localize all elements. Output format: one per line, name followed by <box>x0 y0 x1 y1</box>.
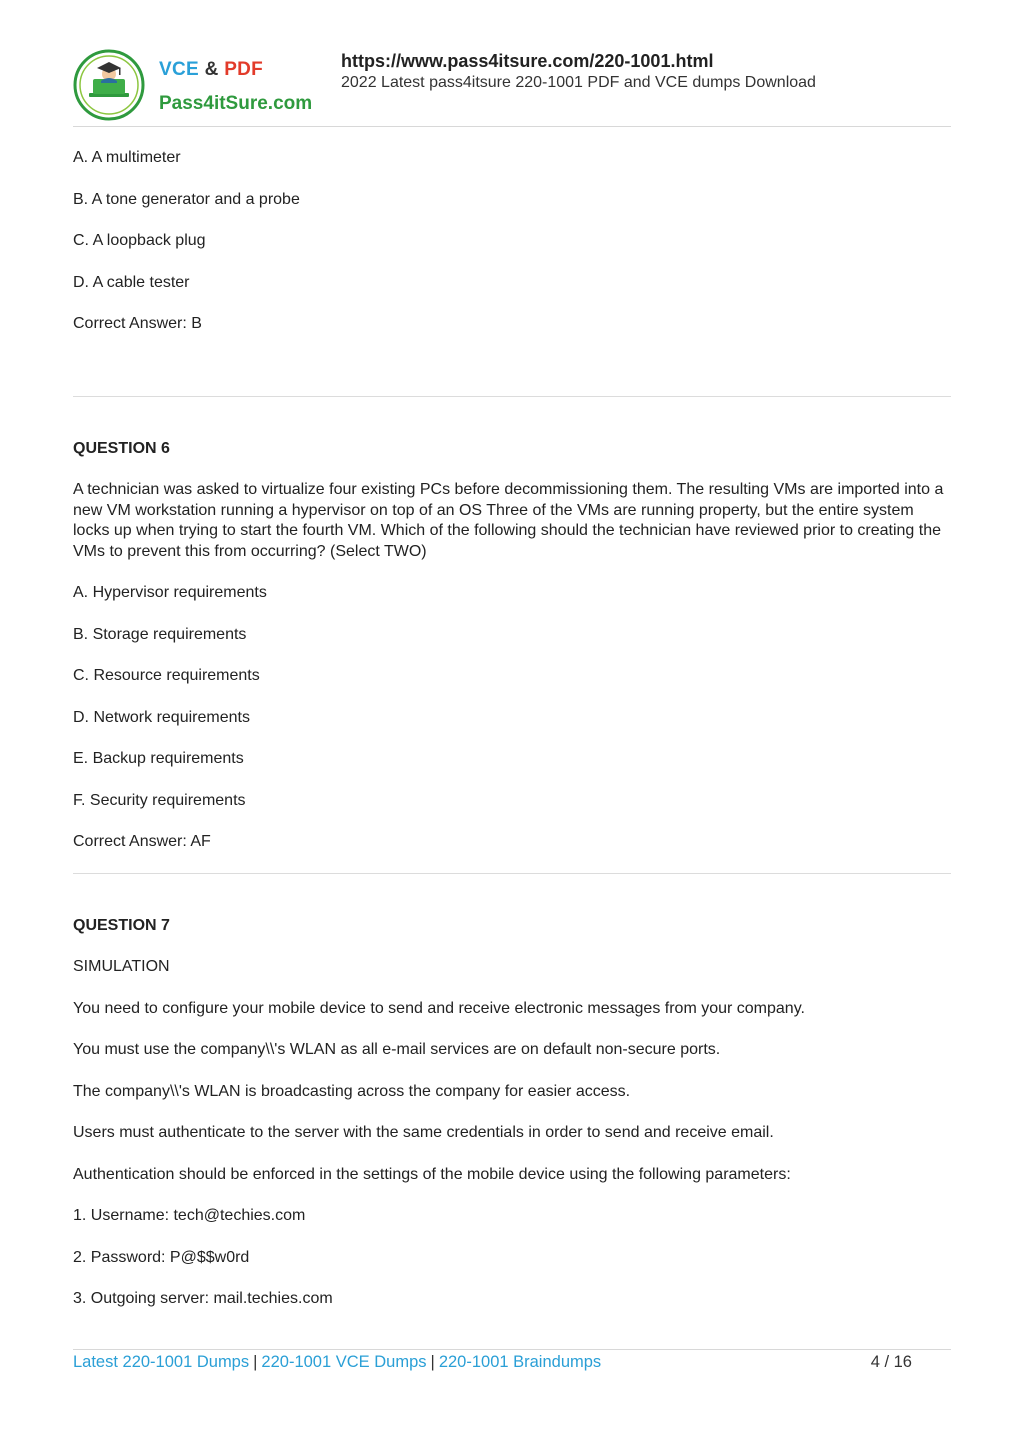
option-c: C. A loopback plug <box>73 232 206 249</box>
q7-parameter-password: 2. Password: P@$$w0rd <box>73 1248 250 1266</box>
question-7-title: QUESTION 7 <box>73 916 170 934</box>
pass4itsure-logo <box>73 47 318 121</box>
vce-dumps-link[interactable]: 220-1001 VCE Dumps <box>261 1353 427 1371</box>
header-url: https://www.pass4itsure.com/220-1001.html <box>341 51 714 71</box>
document-body <box>73 148 951 1310</box>
q6-option-e: E. Backup requirements <box>73 750 244 767</box>
footer-links <box>73 1353 601 1372</box>
option-b: B. A tone generator and a probe <box>73 190 300 208</box>
q7-paragraph: You need to configure your mobile device to send and receive electronic messages from your company. <box>73 999 805 1017</box>
q7-parameter-username: 1. Username: tech@techies.com <box>73 1207 306 1224</box>
latest-dumps-link[interactable]: Latest 220-1001 Dumps <box>73 1353 250 1371</box>
logo-brand <box>159 59 263 81</box>
option-a: A. A multimeter <box>73 149 181 166</box>
logo-site-text: Pass4itSure.com <box>159 93 313 114</box>
q7-paragraph: You must use the company\\'s WLAN as all e-mail services are on default non-secure ports. <box>73 1041 721 1058</box>
q7-paragraph: Users must authenticate to the server with the same credentials in order to send and receive email. <box>73 1124 774 1141</box>
q6-option-f: F. Security requirements <box>73 791 246 809</box>
header-subtitle: 2022 Latest pass4itsure 220-1001 PDF and VCE dumps Download <box>341 74 816 91</box>
question-6-text: A technician was asked to virtualize four existing PCs before decommissioning them. The resulting VMs are imported into a new VM workstation running a hypervisor on top of an OS Three of the VMs are running property, but the entire system locks up when trying to start the fourth VM. Which of the following should the technician have reviewed prior to creating the VMs to prevent this from occurring? (Select TWO) <box>73 481 944 560</box>
footer-separator: | <box>253 1353 258 1371</box>
q6-option-a: A. Hypervisor requirements <box>73 584 267 601</box>
q7-paragraph: The company\\'s WLAN is broadcasting across the company for easier access. <box>73 1082 631 1100</box>
page-number: 4 / 16 <box>870 1353 912 1371</box>
question-6-title: QUESTION 6 <box>73 439 170 457</box>
q6-option-b: B. Storage requirements <box>73 625 247 643</box>
page-footer <box>73 1349 951 1380</box>
q6-option-c: C. Resource requirements <box>73 667 260 684</box>
q7-paragraph: SIMULATION <box>73 958 170 975</box>
q6-option-d: D. Network requirements <box>73 708 250 726</box>
graduate-laptop-icon <box>73 49 145 121</box>
q7-parameter-outgoing-server: 3. Outgoing server: mail.techies.com <box>73 1290 333 1307</box>
q6-correct-answer: Correct Answer: AF <box>73 833 211 850</box>
braindumps-link[interactable]: 220-1001 Braindumps <box>438 1353 602 1371</box>
footer-separator: | <box>430 1353 435 1371</box>
logo-amp-text: & <box>204 59 219 80</box>
correct-answer: Correct Answer: B <box>73 315 202 332</box>
q7-paragraph: Authentication should be enforced in the settings of the mobile device using the following parameters: <box>73 1165 791 1183</box>
logo-vce-text: VCE <box>159 59 199 80</box>
option-d: D. A cable tester <box>73 273 190 291</box>
logo-pdf-text: PDF <box>224 59 264 80</box>
page-header <box>73 42 951 127</box>
